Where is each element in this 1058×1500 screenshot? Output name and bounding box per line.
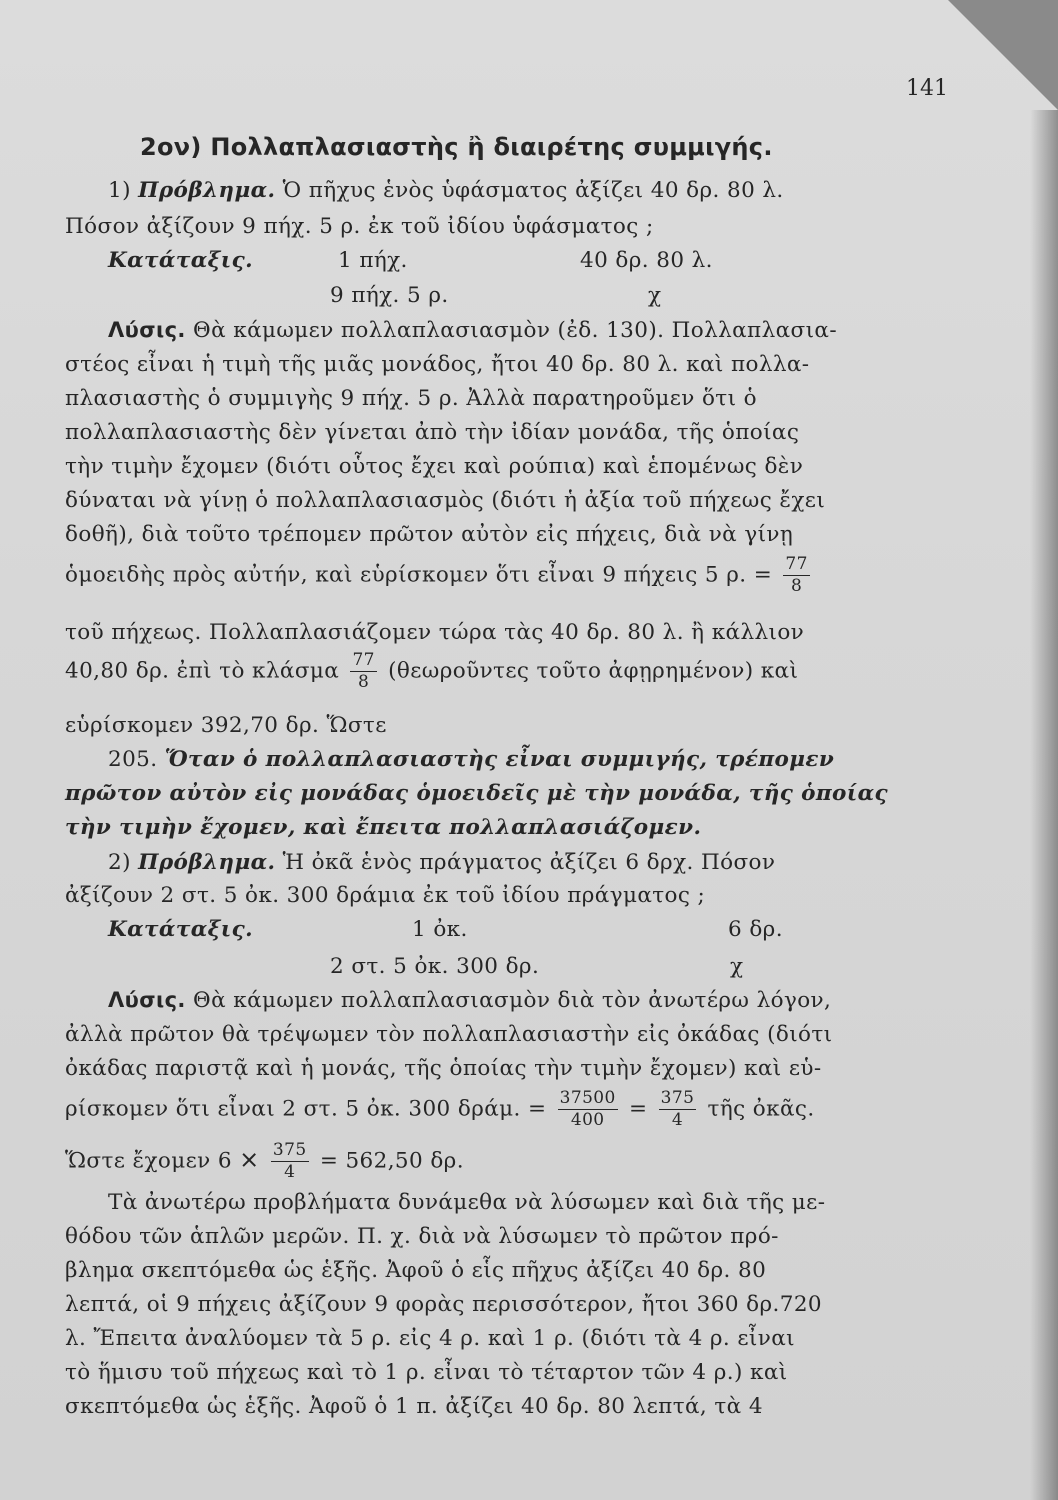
problem-2-question: ἀξίζουν 2 στ. 5 ὀκ. 300 δράμια ἐκ τοῦ ἰδίου πράγματος ; bbox=[65, 883, 706, 908]
fraction: $\frac{77}{8}$ bbox=[352, 650, 375, 692]
solution-line: τοῦ πήχεως. Πολλαπλασιάζομεν τώρα τὰς 40 δρ. 80 λ. ἢ κάλλιον bbox=[65, 620, 805, 645]
problem-1-question: Πόσον ἀξίζουν 9 πήχ. 5 ρ. ἐκ τοῦ ἰδίου ὑφάσματος ; bbox=[65, 214, 654, 239]
paragraph-line: θόδου τῶν ἁπλῶν μερῶν. Π. χ. διὰ νὰ λύσωμεν τὸ πρῶτον πρό- bbox=[65, 1224, 779, 1249]
arrangement-label: Κατάταξις. bbox=[108, 248, 253, 273]
problem-label: Πρόβλημα. bbox=[138, 850, 276, 875]
paragraph-line: τὸ ἥμισυ τοῦ πήχεως καὶ τὸ 1 ρ. εἶναι τὸ τέταρτον τῶν 4 ρ.) καὶ bbox=[65, 1360, 788, 1385]
rule-205: 205. Ὅταν ὁ πολλαπλασιαστὴς εἶναι συμμιγής, τρέπομεν bbox=[108, 747, 835, 772]
solution-line: δοθῆ), διὰ τοῦτο τρέπομεν πρῶτον αὐτὸν εἰς πήχεις, διὰ νὰ γίνῃ bbox=[65, 522, 794, 547]
solution-line: 40,80 δρ. ἐπὶ τὸ κλάσμα $\frac{77}{8}$ (θεωροῦντες τοῦτο ἀφῃρημένον) καὶ bbox=[65, 650, 799, 692]
solution-label: Λύσις. bbox=[108, 988, 186, 1012]
arrangement-label: Κατάταξις. bbox=[108, 917, 253, 942]
page-number: 141 bbox=[906, 76, 948, 101]
paragraph-line: λ. Ἔπειτα ἀναλύομεν τὰ 5 ρ. εἰς 4 ρ. καὶ 1 ρ. (διότι τὰ 4 ρ. εἶναι bbox=[65, 1326, 795, 1351]
page-edge-shadow bbox=[1030, 110, 1058, 1500]
fraction: $\frac{37500}{400}$ bbox=[559, 1088, 616, 1130]
arrangement-cell: χ bbox=[730, 954, 744, 979]
rule-line: πρῶτον αὐτὸν εἰς μονάδας ὁμοειδεῖς μὲ τὴν μονάδα, τῆς ὁποίας bbox=[65, 781, 889, 806]
problem-number: 1) bbox=[108, 178, 131, 203]
paragraph-line: Τὰ ἀνωτέρω προβλήματα δυνάμεθα νὰ λύσωμεν καὶ διὰ τῆς με- bbox=[108, 1190, 826, 1215]
fraction: $\frac{375}{4}$ bbox=[272, 1140, 307, 1182]
problem-text: Ὁ πῆχυς ἑνὸς ὑφάσματος ἀξίζει 40 δρ. 80 λ. bbox=[282, 178, 784, 203]
solution-line: ὁμοειδὴς πρὸς αὐτήν, καὶ εὑρίσκομεν ὅτι εἶναι 9 πήχεις 5 ρ. = $\frac{77}{8}$ bbox=[65, 554, 808, 596]
solution-line: τὴν τιμὴν ἔχομεν (διότι οὗτος ἔχει καὶ ρούπια) καὶ ἑπομένως δὲν bbox=[65, 454, 804, 479]
arrangement-cell: 1 πήχ. bbox=[338, 248, 408, 273]
solution-line: εὑρίσκομεν 392,70 δρ. Ὥστε bbox=[65, 713, 387, 738]
multiplication-sign: × bbox=[239, 1145, 260, 1174]
arrangement-cell: χ bbox=[648, 283, 662, 308]
solution-line: Ὥστε ἔχομεν 6 × $\frac{375}{4}$ = 562,50 δρ. bbox=[65, 1140, 464, 1182]
solution-line: ἀλλὰ πρῶτον θὰ τρέψωμεν τὸν πολλαπλασιαστὴν εἰς ὀκάδας (διότι bbox=[65, 1022, 833, 1047]
fraction: $\frac{375}{4}$ bbox=[660, 1088, 695, 1130]
solution-line: πλασιαστὴς ὁ συμμιγὴς 9 πήχ. 5 ρ. Ἀλλὰ παρατηροῦμεν ὅτι ὁ bbox=[65, 386, 758, 411]
arrangement-cell: 6 δρ. bbox=[728, 917, 783, 942]
problem-text: Ἡ ὀκᾶ ἑνὸς πράγματος ἀξίζει 6 δρχ. Πόσον bbox=[282, 850, 776, 875]
rule-number: 205. bbox=[108, 747, 158, 772]
problem-number: 2) bbox=[108, 850, 131, 875]
fraction: $\frac{77}{8}$ bbox=[785, 554, 808, 596]
paragraph-line: λεπτά, οἱ 9 πήχεις ἀξίζουν 9 φορὰς περισσότερον, ἤτοι 360 δρ.720 bbox=[65, 1292, 822, 1317]
solution-line: Λύσις. Θὰ κάμωμεν πολλαπλασιασμὸν (ἐδ. 130). Πολλαπλασια- bbox=[108, 318, 838, 343]
problem-label: Πρόβλημα. bbox=[138, 178, 276, 203]
solution-line: ὀκάδας παριστᾷ καὶ ἡ μονάς, τῆς ὁποίας τὴν τιμὴν ἔχομεν) καὶ εὑ- bbox=[65, 1056, 822, 1081]
solution-line: πολλαπλασιαστὴς δὲν γίνεται ἀπὸ τὴν ἰδίαν μονάδα, τῆς ὁποίας bbox=[65, 420, 800, 445]
solution-line: δύναται νὰ γίνῃ ὁ πολλαπλασιασμὸς (διότι ἡ ἀξία τοῦ πήχεως ἔχει bbox=[65, 488, 826, 513]
arrangement-row-1 bbox=[108, 248, 253, 273]
arrangement-cell: 2 στ. 5 ὀκ. 300 δρ. bbox=[330, 954, 540, 979]
arrangement-row-1 bbox=[108, 917, 253, 942]
section-heading: 2ον) Πολλαπλασιαστὴς ἢ διαιρέτης συμμιγής. bbox=[140, 133, 773, 161]
arrangement-cell: 9 πήχ. 5 ρ. bbox=[330, 283, 449, 308]
solution-line: ρίσκομεν ὅτι εἶναι 2 στ. 5 ὀκ. 300 δράμ. = $\frac{37500}{400}$ = $\frac{375}{4}$ τῆς ὀκᾶς. bbox=[65, 1088, 815, 1130]
paragraph-line: σκεπτόμεθα ὡς ἑξῆς. Ἀφοῦ ὁ 1 π. ἀξίζει 40 δρ. 80 λεπτά, τὰ 4 bbox=[65, 1394, 763, 1419]
rule-line: τὴν τιμὴν ἔχομεν, καὶ ἔπειτα πολλαπλασιάζομεν. bbox=[65, 815, 702, 840]
folded-corner bbox=[948, 0, 1058, 110]
problem-2-statement bbox=[108, 850, 775, 875]
arrangement-cell: 1 ὀκ. bbox=[412, 917, 468, 942]
solution-label: Λύσις. bbox=[108, 318, 186, 342]
paragraph-line: βλημα σκεπτόμεθα ὡς ἑξῆς. Ἀφοῦ ὁ εἷς πῆχυς ἀξίζει 40 δρ. 80 bbox=[65, 1258, 767, 1283]
arrangement-cell: 40 δρ. 80 λ. bbox=[580, 248, 713, 273]
solution-line: Λύσις. Θὰ κάμωμεν πολλαπλασιασμὸν διὰ τὸν ἀνωτέρω λόγον, bbox=[108, 988, 832, 1013]
problem-1-statement bbox=[108, 178, 784, 203]
solution-line: στέος εἶναι ἡ τιμὴ τῆς μιᾶς μονάδος, ἤτοι 40 δρ. 80 λ. καὶ πολλα- bbox=[65, 352, 810, 377]
